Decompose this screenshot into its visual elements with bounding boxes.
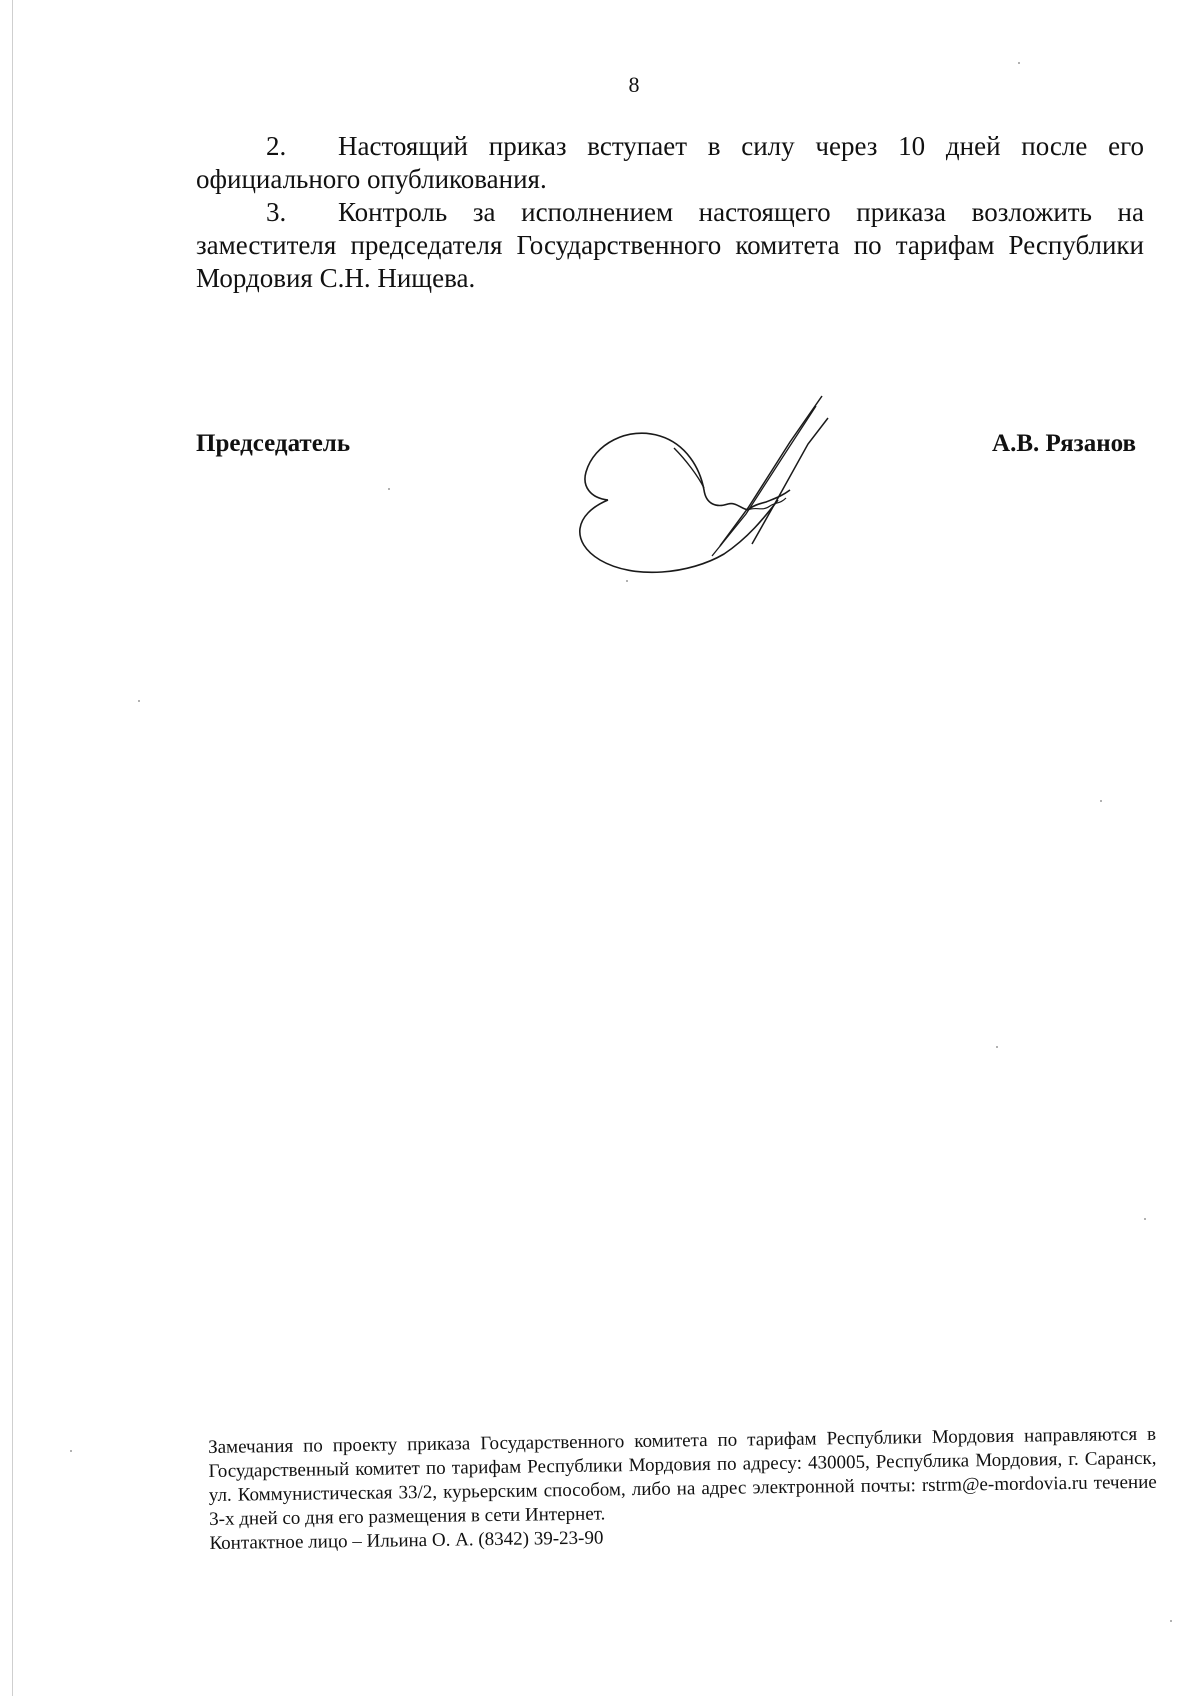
scan-speck bbox=[1100, 800, 1102, 802]
scan-speck bbox=[70, 1450, 72, 1452]
paragraph-3 bbox=[196, 196, 1144, 295]
scan-speck bbox=[1170, 1620, 1172, 1622]
page-number: 8 bbox=[628, 72, 640, 97]
scan-edge-line bbox=[12, 0, 13, 1696]
footer-notice bbox=[208, 1423, 1158, 1556]
footer-notice-text: Замечания по проекту приказа Государственного комитета по тарифам Республики Мордовия направляются в Государственный комитет по тарифам Республики Мордовия по адресу: 430005, Республика Мордовия, г. Саранск, ул. Коммунистическая 33/2, курьерским способом, либо на адрес электронной почты: rstrm@e-mordovia.ru течение 3-х дней со дня его размещения в сети Интернет. bbox=[208, 1423, 1157, 1530]
scan-speck bbox=[1144, 1218, 1146, 1220]
signer-position: Председатель bbox=[196, 430, 351, 457]
scan-speck bbox=[388, 488, 390, 490]
scan-speck bbox=[626, 580, 628, 582]
signer-name: А.В. Рязанов bbox=[992, 430, 1136, 457]
document-body bbox=[196, 130, 1144, 295]
paragraph-number: 2. bbox=[266, 131, 287, 161]
paragraph-text: Контроль за исполнением настоящего приказа возложить на заместителя председателя Государственного комитета по тарифам Республики Мордовия С.Н. Нищева. bbox=[196, 197, 1144, 293]
footer-contact: Контактное лицо – Ильина О. А. (8342) 39-23-90 bbox=[209, 1527, 604, 1554]
scan-speck bbox=[138, 700, 140, 702]
paragraph-number: 3. bbox=[266, 197, 287, 227]
paragraph-text: Настоящий приказ вступает в силу через 10 дней после его официального опубликования. bbox=[196, 131, 1144, 194]
handwritten-signature bbox=[490, 378, 830, 598]
scan-speck bbox=[1018, 62, 1020, 64]
paragraph-2 bbox=[196, 130, 1144, 196]
scan-speck bbox=[996, 1046, 998, 1048]
